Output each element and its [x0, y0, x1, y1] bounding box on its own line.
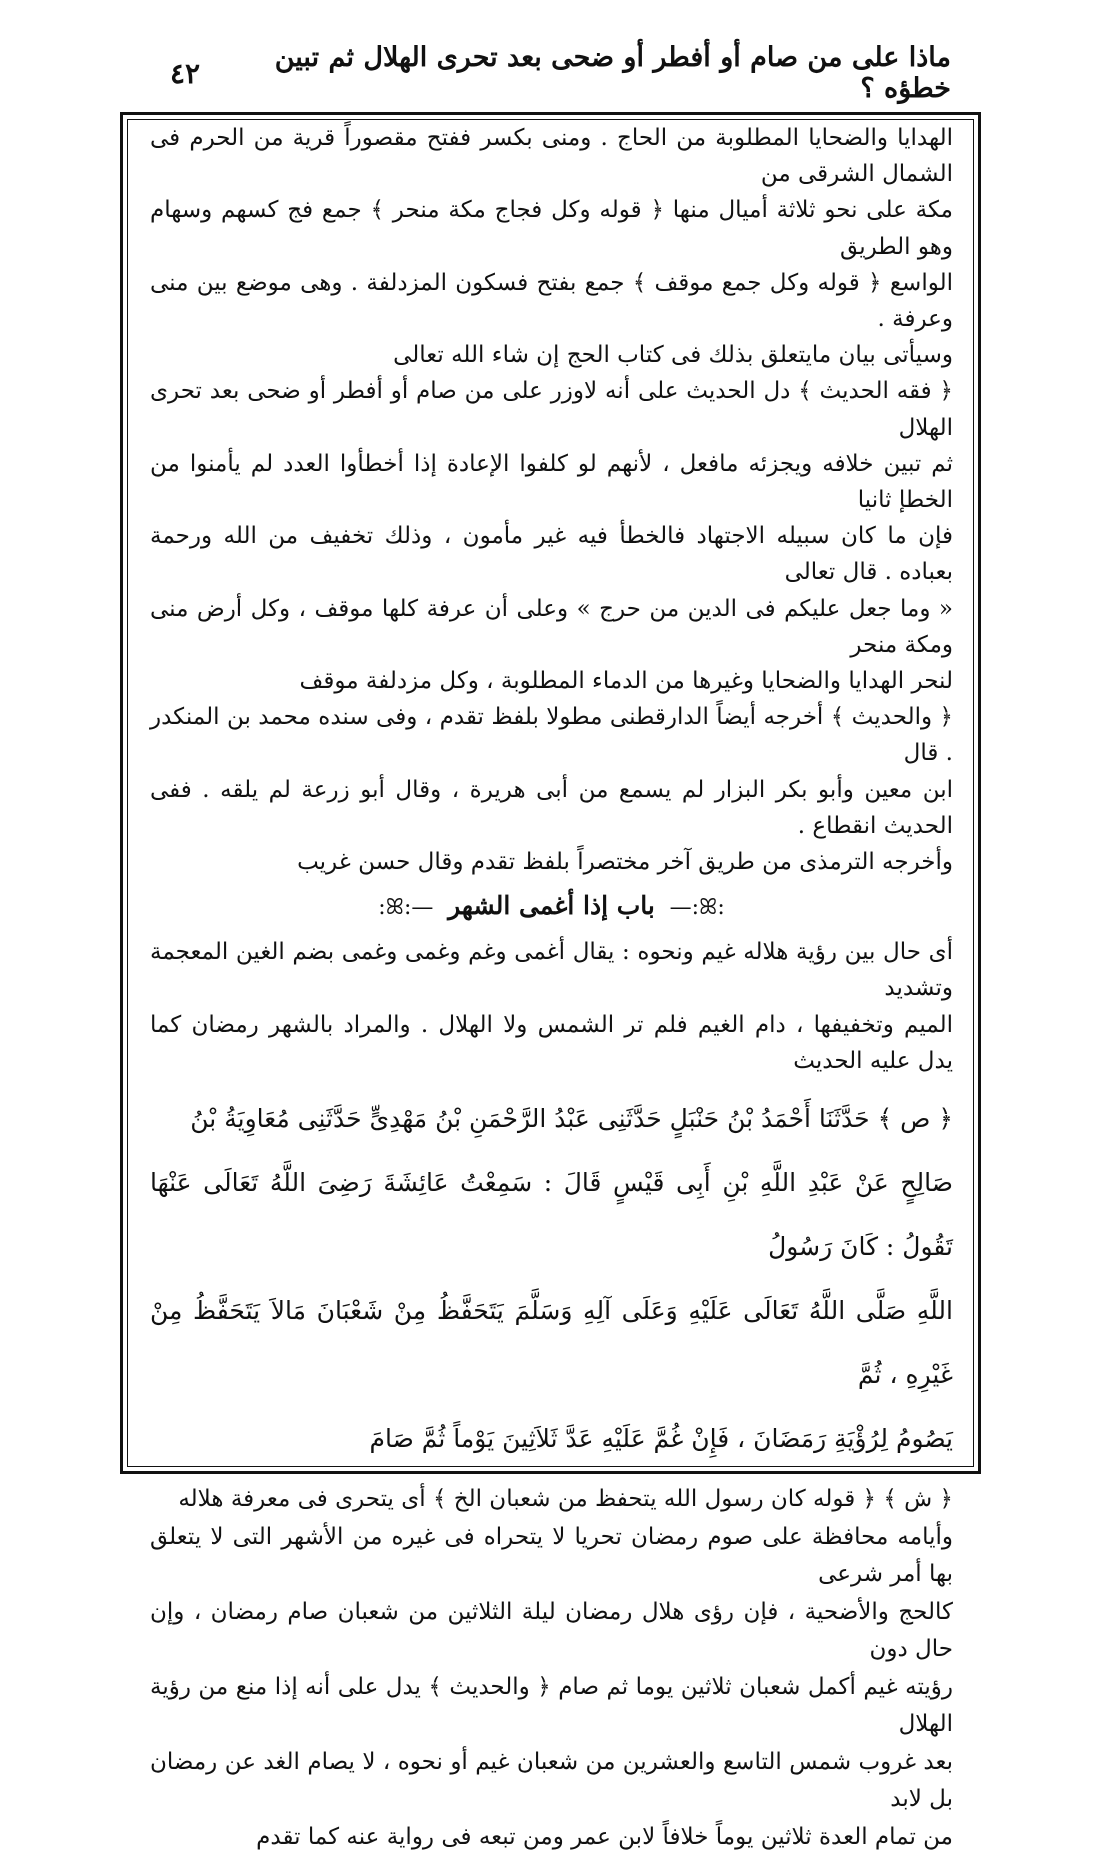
text-line: ثم تبين خلافه ويجزئه مافعل ، لأنهم لو كلفوا الإعادة إذا أخطأوا العدد لم يأمنوا من الخطإ ثانيا	[150, 450, 953, 514]
text-line: أى حال بين رؤية هلاله غيم ونحوه : يقال أغمى وغم وغمى وغمى بضم الغين المعجمة وتشديد	[150, 939, 953, 1002]
text-line: بعد غروب شمس التاسع والعشرين من شعبان غيم أو نحوه ، لا يصام الغد عن رمضان بل لابد	[150, 1748, 953, 1813]
chapter-title: باب إذا أغمى الشهر	[448, 891, 655, 921]
text-line: فإن ما كان سبيله الاجتهاد فالخطأ فيه غير مأمون ، وذلك تخفيف من الله ورحمة بعباده . قال تعالى	[150, 523, 953, 586]
text-line: ﴿ فقه الحديث ﴾ دل الحديث على أنه لاوزر على من صام أو أفطر أو ضحى بعد تحرى الهلال	[150, 378, 953, 441]
hadith-line: يَصُومُ لِرُؤْيَةِ رَمَضَانَ ، فَإِنْ غُمَّ عَلَيْهِ عَدَّ ثَلاَثِينَ يَوْماً ثُمَّ صَامَ	[369, 1424, 953, 1454]
text-line: ﴿ ش ﴾ ﴿ قوله كان رسول الله يتحفظ من شعبان الخ ﴾ أى يتحرى فى معرفة هلاله	[178, 1486, 953, 1513]
text-line: « وما جعل عليكم فى الدين من حرج » وعلى أن عرفة كلها موقف ، وكل أرض منى ومكة منحر	[150, 595, 953, 658]
text-line: رؤيته غيم أكمل شعبان ثلاثين يوما ثم صام ﴿ والحديث ﴾ يدل على أنه إذا منع من رؤية الهلال	[150, 1673, 953, 1738]
sharh-block	[150, 1481, 953, 1856]
text-line: كالحج والأضحية ، فإن رؤى هلال رمضان ليلة الثلاثين من شعبان صام رمضان ، وإن حال دون	[150, 1598, 953, 1663]
text-line: مكة على نحو ثلاثة أميال منها ﴿ قوله وكل فجاج مكة منحر ﴾ جمع فج كسهم وسهام وهو الطريق	[150, 197, 953, 260]
text-line: الهدايا والضحايا المطلوبة من الحاج . ومنى بكسر ففتح مقصوراً قرية من الحرم فى الشمال الشرقى من	[150, 125, 953, 188]
running-title: ماذا على من صام أو أفطر أو ضحى بعد تحرى الهلال ثم تبين خطؤه ؟	[274, 42, 951, 104]
text-line: من تمام العدة ثلاثين يوماً خلافاً لابن عمر ومن تبعه فى رواية عنه كما تقدم	[256, 1823, 953, 1850]
text-line: وأخرجه الترمذى من طريق آخر مختصراً بلفظ تقدم وقال حسن غريب	[297, 849, 953, 876]
chapter-heading	[150, 886, 953, 928]
text-line: وسيأتى بيان مايتعلق بذلك فى كتاب الحج إن شاء الله تعالى	[393, 342, 953, 369]
page-number: ٤٢	[170, 56, 201, 90]
ornament-icon: —:ꕤ:	[378, 895, 434, 921]
text-line: لنحر الهدايا والضحايا وغيرها من الدماء المطلوبة ، وكل مزدلفة موقف	[299, 668, 953, 695]
text-line: الواسع ﴿ قوله وكل جمع موقف ﴾ جمع بفتح فسكون المزدلفة . وهى موضع بين منى وعرفة .	[150, 269, 953, 333]
page-body	[150, 120, 953, 1856]
hadith-line: ﴿ ص ﴾ حَدَّثَنَا أَحْمَدُ بْنُ حَنْبَلٍ حَدَّثَنِى عَبْدُ الرَّحْمَنِ بْنُ مَهْدِىٍّ حَدَّثَنِى مُعَاوِيَةُ بْنُ	[190, 1104, 953, 1134]
ornament-icon: :ꕤ:—	[669, 895, 725, 921]
commentary-block	[150, 120, 953, 880]
text-line: ﴿ والحديث ﴾ أخرجه أيضاً الدارقطنى مطولا بلفظ تقدم ، وفى سنده محمد بن المنكدر . قال	[150, 704, 953, 767]
text-line: الميم وتخفيفها ، دام الغيم فلم تر الشمس ولا الهلال . والمراد بالشهر رمضان كما يدل عليه الحديث	[150, 1011, 953, 1074]
chapter-intro	[150, 934, 953, 1079]
hadith-text	[150, 1087, 953, 1471]
running-header	[170, 42, 951, 104]
text-line: ابن معين وأبو بكر البزار لم يسمع من أبى هريرة ، وقال أبو زرعة لم يلقه . ففى الحديث انقطاع .	[150, 776, 953, 839]
hadith-line: اللَّهِ صَلَّى اللَّهُ تَعَالَى عَلَيْهِ وَعَلَى آلِهِ وَسَلَّمَ يَتَحَفَّظُ مِنْ شَعْبَانَ مَالاَ يَتَحَفَّظُ مِنْ غَيْرِهِ ، ثُمَّ	[150, 1296, 953, 1390]
hadith-line: صَالِحٍ عَنْ عَبْدِ اللَّهِ بْنِ أَبِى قَيْسٍ قَالَ : سَمِعْتُ عَائِشَةَ رَضِىَ اللَّهُ تَعَالَى عَنْهَا تَقُولُ : كَانَ رَسُولُ	[150, 1168, 953, 1262]
text-line: وأيامه محافظة على صوم رمضان تحريا لا يتحراه فى غيره من الأشهر التى لا يتعلق بها أمر شرعى	[150, 1523, 953, 1588]
